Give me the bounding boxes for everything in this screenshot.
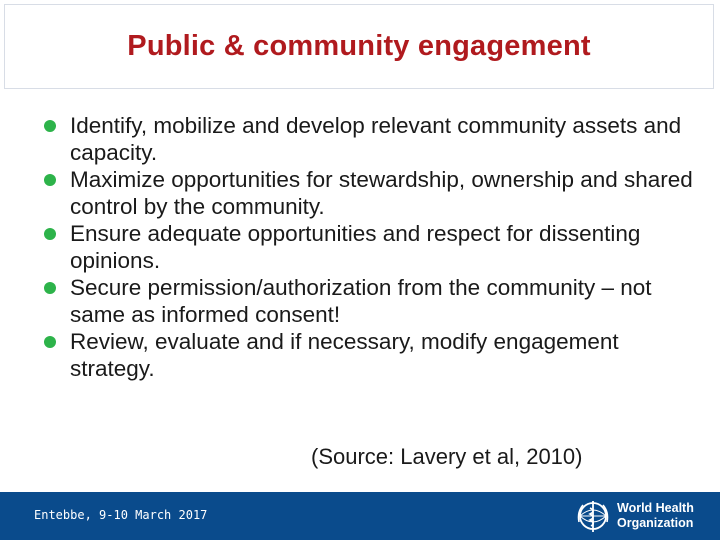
bullet-list xyxy=(42,112,702,382)
footer-bar xyxy=(0,492,720,540)
who-wordmark xyxy=(617,501,694,531)
bullet-dot-icon xyxy=(44,228,56,240)
title-box xyxy=(4,4,714,89)
bullet-dot-icon xyxy=(44,282,56,294)
who-wordmark-line2: Organization xyxy=(617,516,694,530)
bullet-dot-icon xyxy=(44,120,56,132)
bullet-dot-icon xyxy=(44,174,56,186)
bullet-item xyxy=(42,274,702,328)
footer-location-date: Entebbe, 9-10 March 2017 xyxy=(34,508,208,522)
who-wordmark-line1: World Health xyxy=(617,501,694,515)
bullet-item xyxy=(42,220,702,274)
bullet-dot-icon xyxy=(44,336,56,348)
bullet-text: Maximize opportunities for stewardship, ownership and shared control by the community. xyxy=(70,167,693,219)
bullet-text: Ensure adequate opportunities and respect for dissenting opinions. xyxy=(70,221,641,273)
bullet-text: Secure permission/authorization from the community – not same as informed consent! xyxy=(70,275,652,327)
source-citation: (Source: Lavery et al, 2010) xyxy=(311,444,583,469)
slide-title: Public & community engagement xyxy=(127,30,591,62)
bullet-item xyxy=(42,166,702,220)
bullet-text: Review, evaluate and if necessary, modify engagement strategy. xyxy=(70,329,619,381)
bullet-item xyxy=(42,112,702,166)
bullet-item xyxy=(42,328,702,382)
bullet-text: Identify, mobilize and develop relevant community assets and capacity. xyxy=(70,113,682,165)
who-emblem-icon xyxy=(575,498,611,534)
